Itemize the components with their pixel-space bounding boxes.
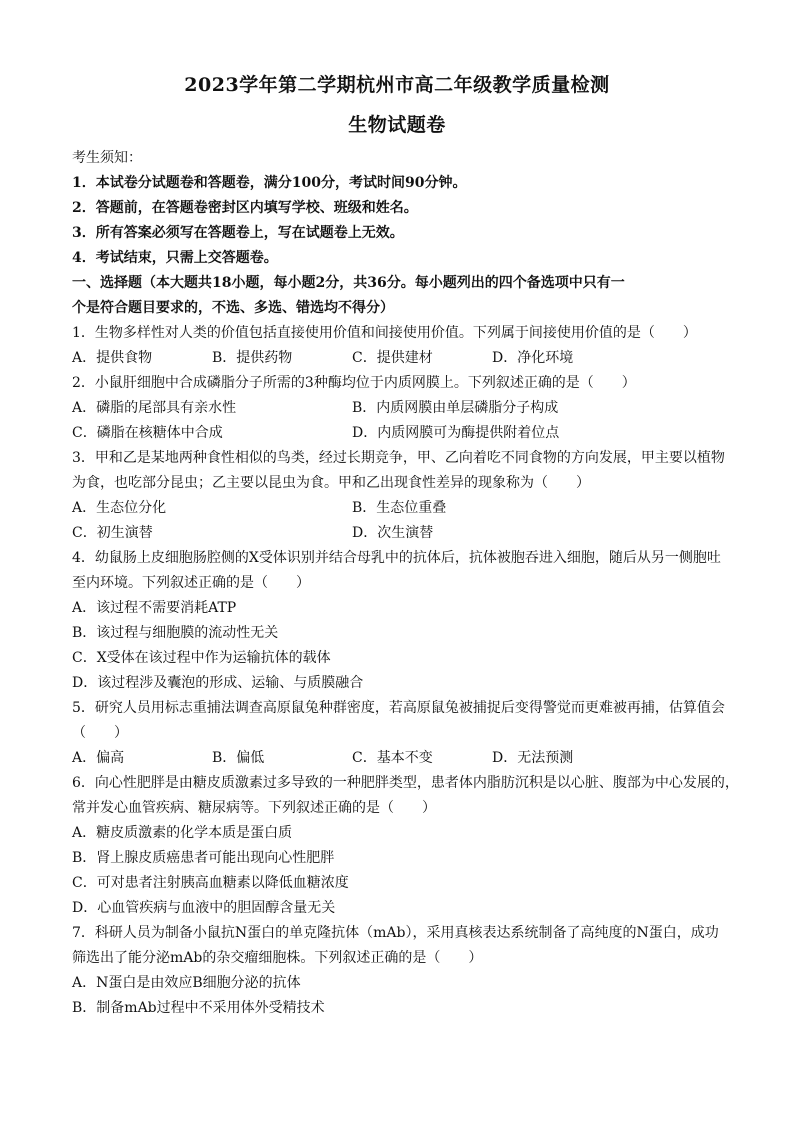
option: D．内质网膜可为酶提供附着位点 (352, 425, 560, 441)
question-stem: 2．小鼠肝细胞中合成磷脂分子所需的3种酶均位于内质网膜上。下列叙述正确的是（ ） (72, 375, 636, 391)
question-stem: 3．甲和乙是某地两种食性相似的鸟类，经过长期竞争，甲、乙向着吃不同食物的方向发展，甲主要以植物 (72, 450, 725, 466)
notice-item: 1．本试卷分试题卷和答题卷，满分100分，考试时间90分钟。 (72, 175, 467, 191)
option: B．提供药物 (212, 350, 293, 366)
option: D．该过程涉及囊泡的形成、运输、与质膜融合 (72, 675, 364, 691)
option-row (72, 746, 732, 771)
notice-item: 3．所有答案必须写在答题卷上，写在试题卷上无效。 (72, 225, 404, 241)
option: B．制备mAb过程中不采用体外受精技术 (72, 1000, 325, 1016)
notice-heading: 考生须知： (72, 150, 142, 166)
question-stem: 7．科研人员为制备小鼠抗N蛋白的单克隆抗体（mAb），采用真核表达系统制备了高纯度的N蛋白，成功 (72, 925, 719, 941)
option-row (72, 421, 732, 446)
question-stem: 5．研究人员用标志重捕法调查高原鼠兔种群密度，若高原鼠兔被捕捉后变得警觉而更难被再捕，估算值会 (72, 700, 725, 716)
page-title: 2023学年第二学期杭州市高二年级教学质量检测 (184, 74, 610, 96)
notice-item: 2．答题前，在答题卷密封区内填写学校、班级和姓名。 (72, 200, 418, 216)
question-stem: 常并发心血管疾病、糖尿病等。下列叙述正确的是（ ） (72, 800, 436, 816)
notice-item: 4．考试结束，只需上交答题卷。 (72, 250, 278, 266)
question-stem: 6．向心性肥胖是由糖皮质激素过多导致的一种肥胖类型，患者体内脂肪沉积是以心脏、腹部为中心发展的， (72, 775, 739, 791)
question-stem: 筛选出了能分泌mAb的杂交瘤细胞株。下列叙述正确的是（ ） (72, 950, 483, 966)
section-heading: 个是符合题目要求的，不选、多选、错选均不得分） (72, 300, 394, 316)
option: A．N蛋白是由效应B细胞分泌的抗体 (72, 975, 301, 991)
question-stem: 4．幼鼠肠上皮细胞肠腔侧的X受体识别并结合母乳中的抗体后，抗体被胞吞进入细胞，随后从另一侧胞吐 (72, 550, 721, 566)
option: C．提供建材 (352, 350, 433, 366)
option: A．该过程不需要消耗ATP (72, 600, 237, 616)
option: D．次生演替 (352, 525, 434, 541)
option: B．肾上腺皮质癌患者可能出现向心性肥胖 (72, 850, 335, 866)
option: D．心血管疾病与血液中的胆固醇含量无关 (72, 900, 336, 916)
page-subtitle: 生物试题卷 (348, 114, 446, 136)
option-row (72, 521, 732, 546)
option: C．X受体在该过程中作为运输抗体的载体 (72, 650, 331, 666)
exam-content (72, 146, 739, 1021)
option: B．该过程与细胞膜的流动性无关 (72, 625, 279, 641)
option: D．无法预测 (492, 750, 574, 766)
question-stem: （ ） (72, 725, 128, 741)
question-stem: 1．生物多样性对人类的价值包括直接使用价值和间接使用价值。下列属于间接使用价值的是（ ） (72, 325, 697, 341)
option: D．净化环境 (492, 350, 574, 366)
option: B．偏低 (212, 750, 265, 766)
option: C．基本不变 (352, 750, 433, 766)
question-stem: 为食，也吃部分昆虫；乙主要以昆虫为食。甲和乙出现食性差异的现象称为（ ） (72, 475, 590, 491)
section-heading: 一、选择题（本大题共18小题，每小题2分，共36分。每小题列出的四个备选项中只有一 (72, 275, 625, 291)
option: C．初生演替 (72, 525, 153, 541)
option: A．生态位分化 (72, 500, 167, 516)
option-row (72, 346, 732, 371)
option: A．糖皮质激素的化学本质是蛋白质 (72, 825, 293, 841)
option: B．内质网膜由单层磷脂分子构成 (352, 400, 559, 416)
option: A．偏高 (72, 750, 125, 766)
option: A．提供食物 (72, 350, 153, 366)
option-row (72, 396, 732, 421)
option-row (72, 496, 732, 521)
option: C．可对患者注射胰高血糖素以降低血糖浓度 (72, 875, 349, 891)
option: B．生态位重叠 (352, 500, 447, 516)
option: C．磷脂在核糖体中合成 (72, 425, 223, 441)
question-stem: 至内环境。下列叙述正确的是（ ） (72, 575, 310, 591)
option: A．磷脂的尾部具有亲水性 (72, 400, 237, 416)
